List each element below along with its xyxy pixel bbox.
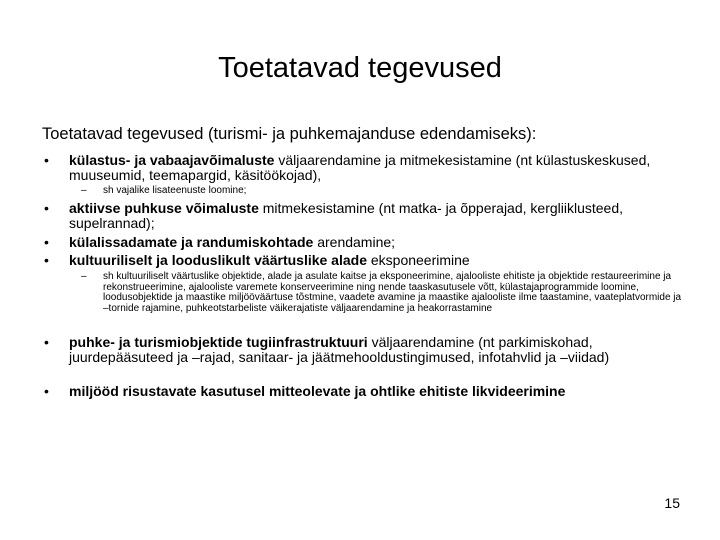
bullet-icon: • [44, 383, 49, 399]
bullet-icon: • [44, 334, 49, 350]
bullet-icon: • [44, 152, 49, 168]
bullet-item [44, 200, 679, 231]
slide-title: Toetatavad tegevused [218, 52, 502, 84]
bullet-item [44, 252, 679, 268]
bullet-item-text: arendamine; [313, 234, 396, 250]
sub-item [81, 271, 683, 314]
intro-line: Toetatavad tegevused (turismi- ja puhkemajanduse edendamiseks): [42, 125, 537, 143]
bullet-item [44, 383, 679, 399]
sub-item-text: sh kultuuriliselt väärtuslike objektide, alade ja asulate kaitse ja eksponeerimine, ajalooliste ehitiste ja objektide restaureerimine ja rekonstrueerimine, ajalooliste varemete konserveerimine ning nende taaskasutusele võtt, külastajaprogrammide loomine, loodusobjektide ja maastike miljööväärtuse tõstmine, vaadete avamine ja maastike ajalooliste ilme taastamine, vaateplatvormide ja –tornide rajamine, puhkeotstarbeliste väikerajatiste väljaarendamine ja heakorrastamine [103, 271, 682, 314]
bullet-item [44, 152, 679, 183]
bullet-item-bold: aktiivse puhkuse võimaluste [69, 200, 259, 216]
page-number: 15 [664, 495, 680, 511]
sub-item-text: sh vajalike lisateenuste loomine; [103, 185, 247, 196]
bullet-icon: • [44, 234, 49, 250]
bullet-item-text: väljaarendamine ja mitmekesistamine (nt külastuskeskused, muuseumid, teemapargid, käsitöökojad), [69, 152, 651, 183]
bullet-item-text: mitmekesistamine (nt matka- ja õpperajad, kergliiklusteed, supelrannad); [69, 200, 624, 231]
sub-item [81, 185, 683, 197]
bullet-item [44, 234, 679, 250]
bullet-item-bold: puhke- ja turismiobjektide tugiinfrastruktuuri [69, 334, 368, 350]
bullet-icon: • [44, 200, 49, 216]
dash-icon: – [81, 271, 87, 282]
bullet-item-text: väljaarendamine (nt parkimiskohad, juurdepääsuteed ja –rajad, sanitaar- ja jäätmehooldustingimused, infotahvlid ja –viidad) [69, 334, 610, 365]
bullet-item-bold: kultuuriliselt ja looduslikult väärtuslike alade [69, 252, 367, 268]
bullet-item [44, 334, 679, 365]
bullet-item-text: eksponeerimine [366, 252, 470, 268]
bullet-item-bold: külalissadamate ja randumiskohtade [69, 234, 314, 250]
bullet-item-bold: külastus- ja vabaajavõimaluste [69, 152, 275, 168]
dash-icon: – [81, 185, 87, 196]
bullet-icon: • [44, 252, 49, 268]
bullet-item-bold: miljööd risustavate kasutusel mitteolevate ja ohtlike ehitiste likvideerimine [69, 383, 566, 399]
